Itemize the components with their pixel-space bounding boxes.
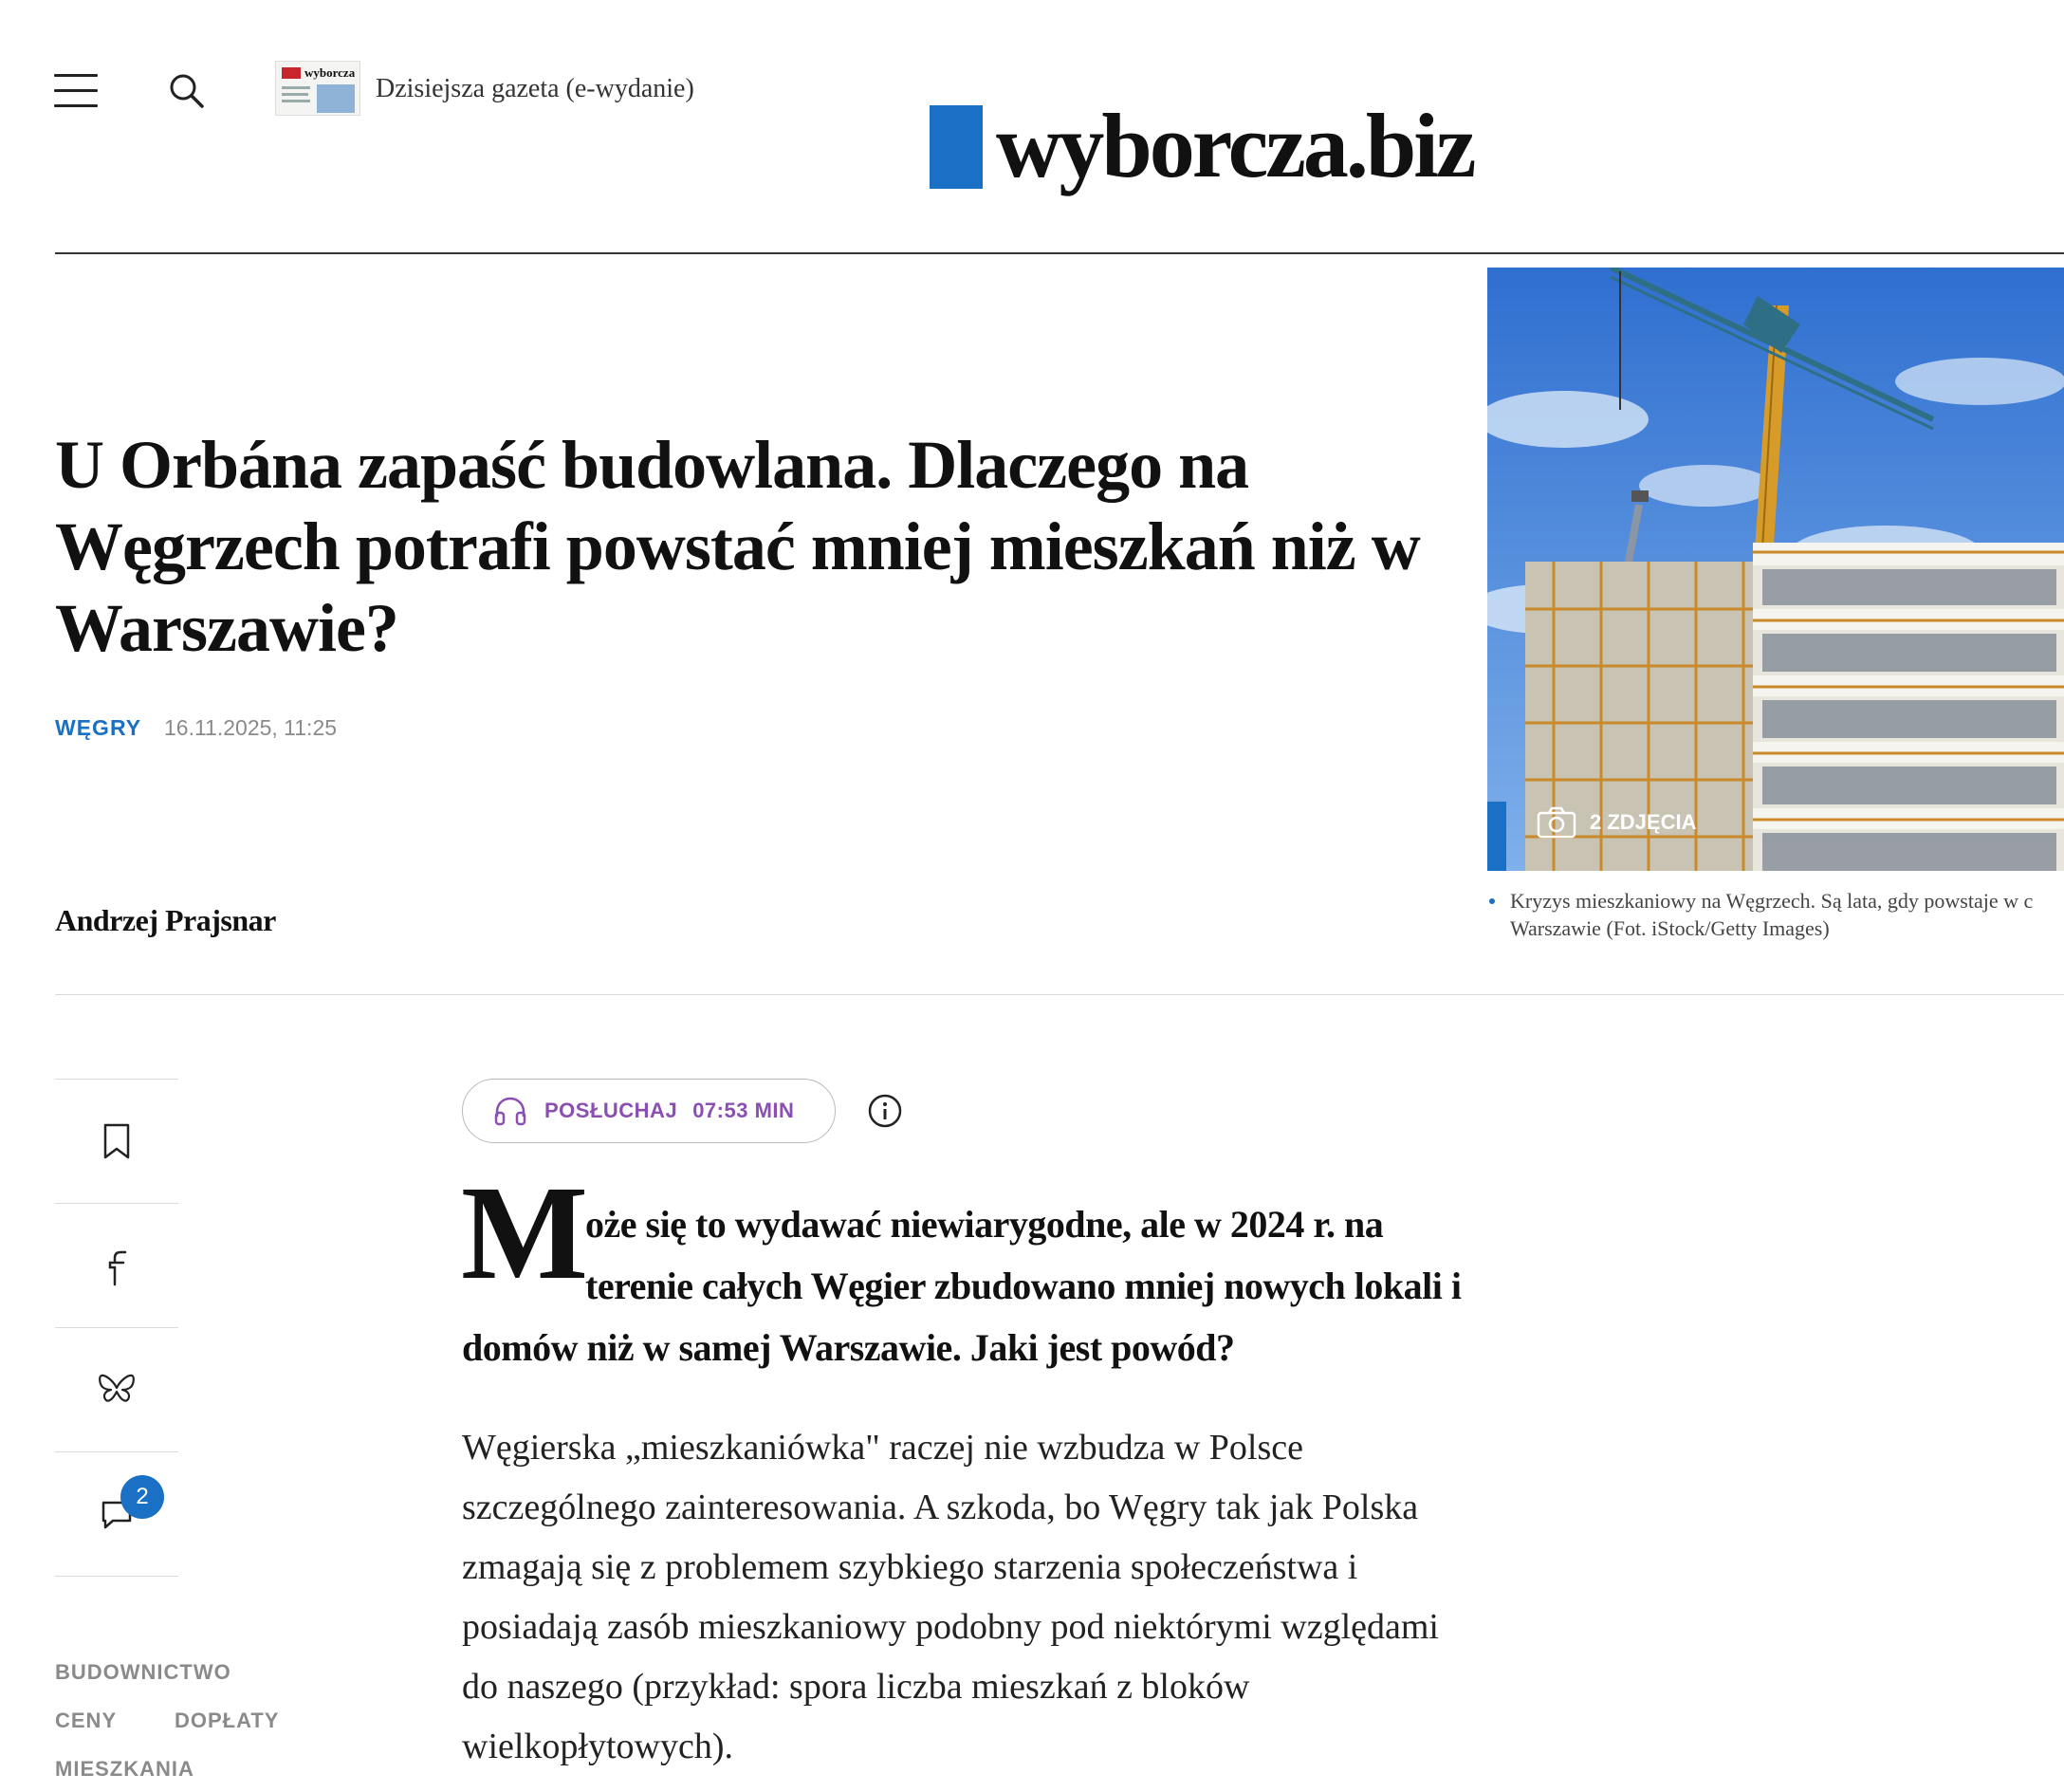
lead-line: terenie całych Węgier zbudowano mniej nowych lokali i [585,1265,1462,1307]
tag-link[interactable]: DOPŁATY [175,1709,280,1732]
hero-image[interactable] [1487,268,2064,871]
lead-dropcap: M [461,1157,589,1307]
gallery-button[interactable] [1537,806,1696,839]
body-line: posiadają zasób mieszkaniowy podobny pod niektórymi względami [462,1607,1439,1647]
body-line: do naszego (przykład: spora liczba mieszkań z bloków [462,1667,1250,1707]
article-title: U Orbána zapaść budowlana. Dlaczego na Węgrzech potrafi powstać mniej mieszkań niż w Warszawie? [55,427,1420,666]
comment-count-badge: 2 [120,1475,164,1519]
info-icon [867,1093,903,1129]
header-divider [55,252,2064,254]
rail-divider [55,1576,178,1577]
edition-thumb-masthead: wyborcza [304,65,356,80]
article-category[interactable]: WĘGRY [55,715,142,740]
lead-line: oże się to wydawać niewiarygodne, ale w 2024 r. na [585,1203,1384,1246]
article-author[interactable]: Andrzej Prajsnar [55,903,276,937]
edition-thumbnail[interactable] [275,61,360,116]
bluesky-share-button[interactable] [55,1328,178,1451]
body-line: szczególnego zainteresowania. A szkoda, bo Węgry tak jak Polska [462,1487,1419,1527]
tag-link[interactable]: BUDOWNICTWO [55,1660,231,1684]
bookmark-icon [101,1122,132,1160]
caption-line: Kryzys mieszkaniowy na Węgrzech. Są lata, gdy powstaje w c [1510,889,2034,913]
section-divider [55,994,2064,995]
facebook-icon [104,1245,129,1286]
search-icon [168,72,206,110]
search-button[interactable] [168,72,206,110]
logo-mark [930,105,983,189]
body-line: zmagają się z problemem szybkiego starzenia społeczeństwa i [462,1547,1358,1587]
body-line: Węgierska „mieszkaniówka" raczej nie wzbudza w Polsce [462,1428,1304,1468]
listen-info-button[interactable] [867,1093,903,1129]
todays-edition-link[interactable]: Dzisiejsza gazeta (e-wydanie) [376,74,694,103]
tag-link[interactable]: MIESZKANIA [55,1757,194,1781]
camera-icon [1537,806,1576,839]
facebook-share-button[interactable] [55,1204,178,1327]
gallery-accent [1487,802,1506,871]
menu-button[interactable] [54,74,98,108]
listen-label: POSŁUCHAJ [544,1099,678,1122]
gallery-count: 2 ZDJĘCIA [1590,810,1697,834]
bookmark-button[interactable] [55,1080,178,1203]
caption-bullet [1489,898,1495,904]
body-line: wielkopłytowych). [462,1727,734,1766]
headphones-icon [493,1096,527,1126]
listen-button[interactable] [462,1079,836,1143]
caption-line: Warszawie (Fot. iStock/Getty Images) [1510,916,1830,940]
comments-button[interactable] [55,1452,178,1576]
lead-line: domów niż w samej Warszawie. Jaki jest powód? [462,1326,1235,1369]
tag-link[interactable]: CENY [55,1709,118,1732]
listen-duration: 07:53 MIN [692,1099,795,1122]
article-date: 16.11.2025, 11:25 [164,715,338,740]
logo-text: wyborcza.biz [996,95,1474,196]
bluesky-icon [98,1373,136,1407]
